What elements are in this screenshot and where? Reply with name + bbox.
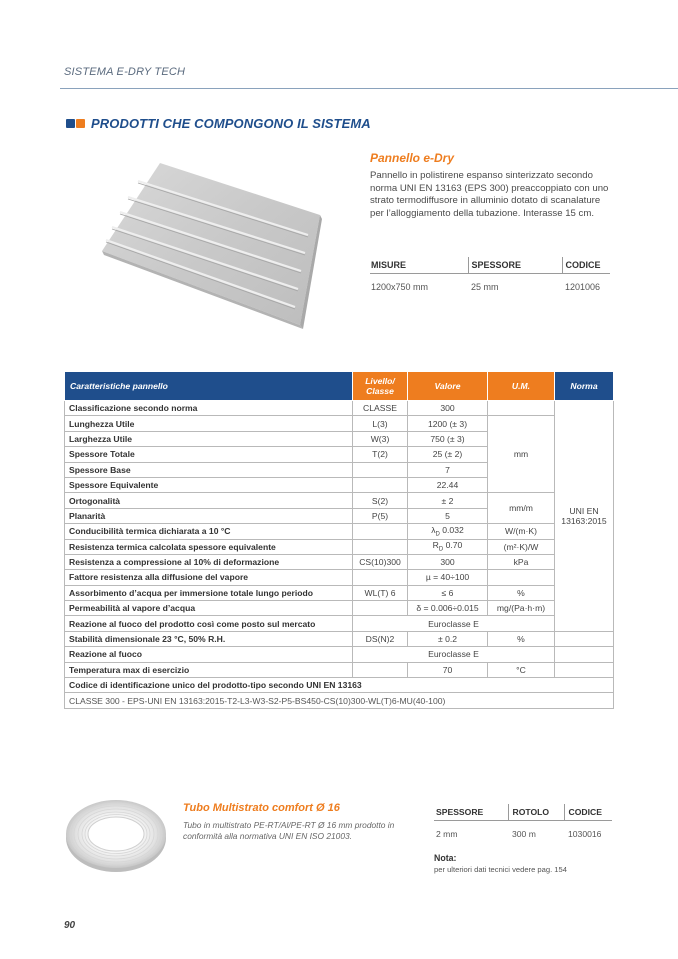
pipe-description: Tubo in multistrato PE-RT/Al/PE-RT Ø 16 mm prodotto in conformità alla normativa UNI EN ISO 21003.	[183, 820, 395, 841]
code-value: CLASSE 300 - EPS-UNI EN 13163:2015-T2-L3-W3-S2-P5-BS450-CS(10)300-WL(T)6-MU(40-100)	[65, 693, 614, 708]
table-row: Spessore Equivalente 22.44	[65, 477, 614, 492]
spec-header-spessore: SPESSORE	[468, 257, 562, 274]
table-row: Classificazione secondo norma CLASSE 300 UNI EN 13163:2015	[65, 401, 614, 416]
section-title: PRODOTTI CHE COMPONGONO IL SISTEMA	[91, 116, 371, 131]
spec-header-codice: CODICE	[562, 257, 610, 274]
table-row: Lunghezza Utile L(3) 1200 (± 3) mm	[65, 416, 614, 431]
table-row: Spessore Totale T(2) 25 (± 2)	[65, 447, 614, 462]
spec-value-spessore: 25 mm	[471, 282, 499, 292]
table-row: Stabilità dimensionale 23 °C, 50% R.H. DS(N)2 ± 0.2 %	[65, 631, 614, 646]
section-heading	[66, 116, 371, 131]
um-mm-m-cell: mm/m	[488, 493, 555, 524]
table-row: Spessore Base 7	[65, 462, 614, 477]
panel-product-image	[100, 155, 325, 330]
col-header-level: Livello/ Classe	[353, 372, 408, 401]
table-row: Assorbimento d’acqua per immersione totale lungo periodo WL(T) 6 ≤ 6 %	[65, 585, 614, 600]
table-row	[65, 678, 614, 693]
table-row: Ortogonalità S(2) ± 2 mm/m	[65, 493, 614, 508]
col-header-norma: Norma	[555, 372, 614, 401]
um-mm-cell: mm	[488, 416, 555, 493]
note-label: Nota:	[434, 853, 457, 863]
col-header-value: Valore	[408, 372, 488, 401]
product-description: Pannello in polistirene espanso sinterizzato secondo norma UNI EN 13163 (EPS 300) preaccoppiato con uno strato termodiffusore in alluminio dotato di scanalature per l’alloggiamento della tubazione. Interasse 15 cm.	[370, 170, 609, 219]
pipe-value-codice: 1030016	[568, 829, 602, 839]
product-name: Pannello e-Dry	[370, 151, 455, 165]
pipe-spec-table	[434, 804, 612, 839]
pipe-coil-image	[64, 793, 168, 875]
blue-square-icon	[66, 119, 75, 128]
table-row: Resistenza a compressione al 10% di deformazione CS(10)300 300 kPa	[65, 554, 614, 569]
orange-square-icon	[76, 119, 85, 128]
norma-cell: UNI EN 13163:2015	[555, 401, 614, 632]
page-number: 90	[64, 920, 76, 931]
table-row: Resistenza termica calcolata spessore equivalente $R_D$ 0.70 (m²·K)/W	[65, 539, 614, 554]
spec-value-misure: 1200x750 mm	[371, 282, 429, 292]
note-text: per ulteriori dati tecnici vedere pag. 154	[434, 865, 567, 874]
pipe-header-rotolo: ROTOLO	[508, 804, 564, 821]
table-row: Temperatura max di esercizio 70 °C	[65, 662, 614, 677]
table-row: Larghezza Utile W(3) 750 (± 3)	[65, 431, 614, 446]
col-header-characteristics: Caratteristiche pannello	[65, 372, 353, 401]
pipe-header-spessore: SPESSORE	[434, 804, 508, 821]
pipe-value-rotolo: 300 m	[512, 829, 536, 839]
spec-value-codice: 1201006	[565, 282, 601, 292]
table-row: Planarità P(5) 5	[65, 508, 614, 523]
panel-spec-table	[370, 257, 610, 292]
table-row: Reazione al fuoco del prodotto così come posto sul mercato Euroclasse E	[65, 616, 614, 631]
page-header-title: SISTEMA E-DRY TECH	[64, 66, 186, 78]
pipe-value-spessore: 2 mm	[436, 829, 458, 839]
table-row	[65, 693, 614, 708]
pipe-name: Tubo Multistrato comfort Ø 16	[183, 802, 340, 814]
table-row: Conducibilità termica dichiarata a 10 °C $\lambda_D$ 0.032 W/(m·K)	[65, 524, 614, 539]
table-row: Reazione al fuoco Euroclasse E	[65, 647, 614, 662]
code-title: Codice di identificazione unico del prodotto-tipo secondo UNI EN 13163	[65, 678, 614, 693]
header-divider	[60, 88, 678, 89]
spec-header-misure: MISURE	[370, 257, 468, 274]
characteristics-table	[64, 371, 614, 709]
pipe-header-codice: CODICE	[564, 804, 612, 821]
table-row: Permeabilità al vapore d’acqua δ = 0.006÷0.015 mg/(Pa·h·m)	[65, 601, 614, 616]
col-header-um: U.M.	[488, 372, 555, 401]
table-row: Fattore resistenza alla diffusione del vapore µ = 40÷100	[65, 570, 614, 585]
